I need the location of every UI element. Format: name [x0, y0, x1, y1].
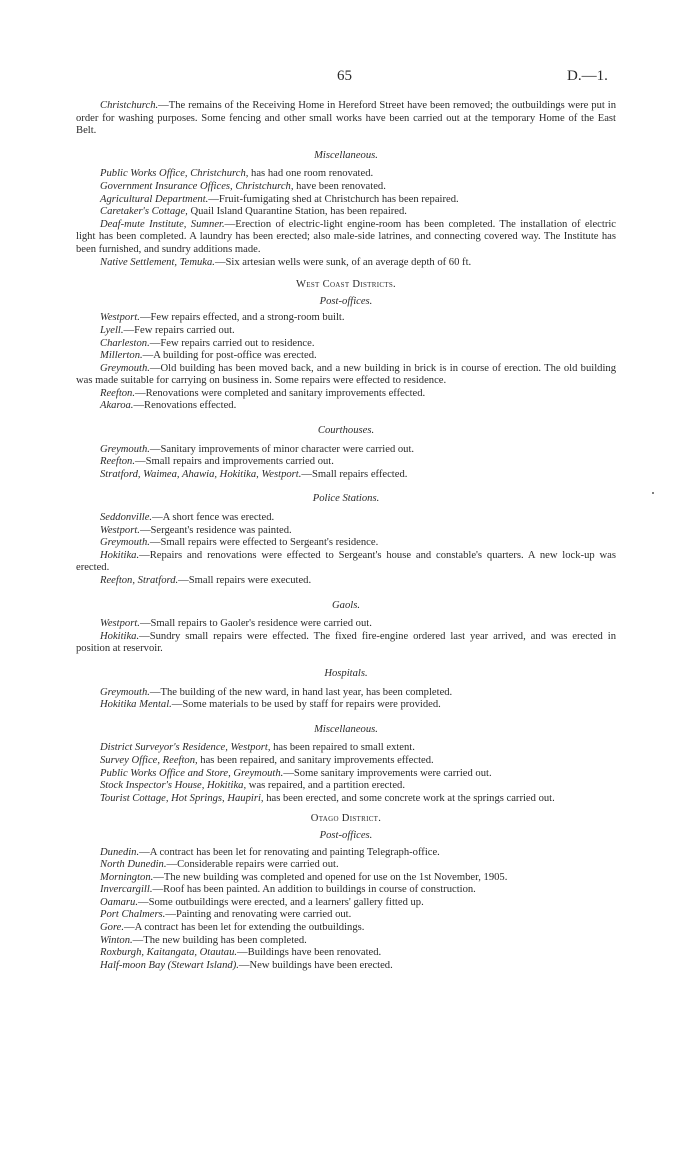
entry-place: Charleston. [100, 337, 150, 349]
entry-place: Stock Inspector's House, Hokitika, [100, 780, 247, 792]
entry-text: —The building of the new ward, in hand last year, has been completed. [149, 686, 453, 698]
entry-place: Dunedin. [100, 846, 140, 858]
entry-text: —Renovations effected. [133, 400, 237, 412]
courthouse-list [76, 444, 616, 482]
entry-place: Oamaru. [100, 896, 138, 908]
entry-text: —The new building was completed and opened for use on the 1st November, 1905. [153, 871, 508, 883]
entry-text: —Sergeant's residence was painted. [139, 524, 292, 536]
entry-place: Stratford, Waimea, Ahawia, Hokitika, Westport. [100, 468, 302, 480]
entry [76, 388, 616, 401]
entry [76, 469, 616, 482]
entry [76, 922, 616, 935]
section-heading: Post-offices. [319, 295, 373, 307]
entry [76, 400, 616, 413]
entry-text: has been repaired to small extent. [270, 742, 415, 754]
entry [76, 631, 616, 656]
entry [76, 897, 616, 910]
entry-place: Public Works Office, Christchurch, [100, 168, 249, 180]
entry-text: has been repaired, and sanitary improvements effected. [197, 754, 434, 766]
entry-text: —Small repairs and improvements carried out. [135, 456, 334, 468]
entry-place: Survey Office, Reefton, [100, 754, 198, 766]
entry-place: Deaf-mute Institute, Sumner. [100, 218, 225, 230]
entry [76, 350, 616, 363]
entry-place: Port Chalmers. [100, 909, 166, 921]
entry [76, 444, 616, 457]
entry-text: —Considerable repairs were carried out. [166, 859, 339, 871]
page-body [76, 100, 616, 972]
entry [76, 699, 616, 712]
entry-place: Westport. [100, 618, 140, 630]
entry-text: —The new building has been completed. [132, 934, 307, 946]
entry-place: Mornington. [100, 871, 154, 883]
entry-text: have been renovated. [293, 180, 386, 192]
entry-place: Hokitika Mental. [100, 699, 172, 711]
section-heading: Miscellaneous. [314, 723, 378, 735]
entry-place: District Surveyor's Residence, Westport, [100, 742, 271, 754]
entry [76, 338, 616, 351]
entry-place: Westport. [100, 312, 140, 324]
entry-text: —Few repairs carried out to residence. [149, 337, 315, 349]
entry-text: —Painting and renovating were carried out. [165, 909, 352, 921]
entry-text: —Small repairs were executed. [178, 575, 312, 586]
entry [76, 909, 616, 922]
entry-text: —A contract has been let for renovating and painting Telegraph-office. [139, 846, 440, 858]
entry-place: Native Settlement, Temuka. [100, 256, 215, 268]
misc-list [76, 168, 616, 269]
entry [76, 537, 616, 550]
entry-place: Reefton. [100, 456, 136, 468]
document-code: D.—1. [567, 68, 608, 84]
entry-place: Greymouth. [100, 686, 150, 698]
entry [76, 194, 616, 207]
entry-text: —Fruit-fumigating shed at Christchurch has been repaired. [208, 193, 459, 205]
section-heading: Miscellaneous. [314, 149, 378, 161]
entry [76, 618, 616, 631]
entry-text: was repaired, and a partition erected. [246, 780, 405, 792]
entry-text: —Renovations were completed and sanitary improvements effected. [135, 387, 426, 399]
entry-place: Seddonville. [100, 512, 153, 524]
entry-place: Winton. [100, 934, 133, 946]
post-office-list [76, 847, 616, 973]
entry-place: Millerton. [100, 350, 143, 362]
entry-text: —New buildings have been erected. [238, 959, 393, 971]
gaol-list [76, 618, 616, 656]
entry-text: —Some sanitary improvements were carried out. [283, 767, 492, 779]
entry [76, 859, 616, 872]
entry [76, 847, 616, 860]
entry [76, 257, 616, 270]
entry-place: Tourist Cottage, Hot Springs, Haupiri, [100, 792, 264, 804]
entry [76, 181, 616, 194]
entry-text: —A building for post-office was erected. [142, 350, 317, 362]
entry [76, 512, 616, 525]
entry-place: Public Works Office and Store, Greymouth. [100, 767, 284, 779]
entry [76, 742, 616, 755]
hospital-list [76, 687, 616, 712]
entry [76, 947, 616, 960]
entry-text: —Some materials to be used by staff for repairs were provided. [171, 699, 441, 711]
entry-text: —A contract has been let for extending the outbuildings. [124, 922, 365, 934]
entry [76, 206, 616, 219]
entry-text: —Repairs and renovations were effected to Sergeant's house and constable's quarters. A new lock-up was erected. [76, 549, 616, 574]
intro-paragraph: Christchurch.—The remains of the Receiving Home in Hereford Street have been removed; the outbuildings were put in order for washing purposes. Some fencing and other small works have been carried out at the temporary Home of the East Belt. [76, 100, 616, 137]
entry [76, 575, 616, 588]
entry [76, 884, 616, 897]
entry-text: —A short fence was erected. [152, 512, 275, 524]
entry-place: Agricultural Department. [100, 193, 209, 205]
entry [76, 793, 616, 806]
entry-text: Quail Island Quarantine Station, has been repaired. [187, 206, 407, 218]
margin-mark [652, 492, 654, 494]
entry-text: —Small repairs to Gaoler's residence were carried out. [139, 618, 372, 630]
entry-text: —Erection of electric-light engine-room has been completed. The installation of electric light has been completed. A laundry has been erected; also male-side latrines, and connecting covered way. The Institute has been furnished, and sundry additions made. [76, 218, 616, 255]
entry-place: Greymouth. [100, 362, 150, 374]
entry-place: Reefton, Stratford. [100, 575, 179, 586]
entry [76, 363, 616, 388]
police-list [76, 512, 616, 588]
district-heading: West Coast Districts. [295, 279, 397, 291]
entry [76, 780, 616, 793]
entry [76, 325, 616, 338]
entry-text: has been erected, and some concrete work at the springs carried out. [263, 792, 555, 804]
entry-text: —Six artesian wells were sunk, of an average depth of 60 ft. [214, 256, 472, 268]
entry [76, 456, 616, 469]
post-office-list [76, 312, 616, 413]
entry [76, 168, 616, 181]
entry-place: Government Insurance Offices, Christchurch, [100, 180, 294, 192]
entry [76, 872, 616, 885]
entry-text: —Few repairs effected, and a strong-room built. [139, 312, 345, 324]
entry [76, 312, 616, 325]
entry [76, 960, 616, 973]
section-heading: Courthouses. [317, 425, 375, 437]
entry-text: —Small repairs effected. [301, 468, 408, 480]
entry-place: Roxburgh, Kaitangata, Otautau. [100, 947, 238, 959]
entry-text: —Roof has been painted. An addition to buildings in course of construction. [152, 884, 476, 896]
entry [76, 755, 616, 768]
entry-place: Greymouth. [100, 537, 150, 549]
entry-text: —Sanitary improvements of minor character were carried out. [149, 443, 415, 455]
section-heading: Post-offices. [319, 829, 373, 841]
entry-place: Lyell. [100, 324, 124, 336]
section-heading: Police Stations. [312, 493, 380, 505]
entry-place: Gore. [100, 922, 125, 934]
entry-text: —Sundry small repairs were effected. The fixed fire-engine ordered last year arrived, and was erected in position at reservoir. [76, 630, 616, 655]
entry-text: —Buildings have been renovated. [237, 947, 382, 959]
entry [76, 525, 616, 538]
entry-place: Invercargill. [100, 884, 153, 896]
entry-place: North Dunedin. [100, 859, 167, 871]
section-heading: Hospitals. [324, 667, 368, 679]
entry-text: —Old building has been moved back, and a new building in brick is in course of erection. The old building was made suitable for carrying on business in. Some repairs were effected to residence. [76, 362, 616, 387]
entry-place: Caretaker's Cottage, [100, 206, 188, 218]
entry-place: Westport. [100, 524, 140, 536]
section-heading: Gaols. [332, 599, 360, 611]
entry [76, 935, 616, 948]
entry-place: Hokitika. [100, 630, 140, 642]
entry-place: Reefton. [100, 387, 136, 399]
misc-list [76, 742, 616, 805]
entry [76, 768, 616, 781]
entry [76, 550, 616, 575]
entry [76, 219, 616, 257]
district-heading: Otago District. [310, 813, 382, 825]
page-number: 65 [337, 68, 352, 84]
entry-text: has had one room renovated. [248, 168, 374, 180]
entry-text: —Small repairs were effected to Sergeant's residence. [149, 537, 379, 549]
entry [76, 687, 616, 700]
entry-place: Greymouth. [100, 443, 150, 455]
entry-text: —Some outbuildings were erected, and a learners' gallery fitted up. [137, 896, 424, 908]
entry-text: —Few repairs carried out. [123, 324, 235, 336]
entry-place: Half-moon Bay (Stewart Island). [100, 959, 239, 971]
entry-place: Akaroa. [100, 400, 134, 412]
entry-place: Hokitika. [100, 549, 140, 561]
